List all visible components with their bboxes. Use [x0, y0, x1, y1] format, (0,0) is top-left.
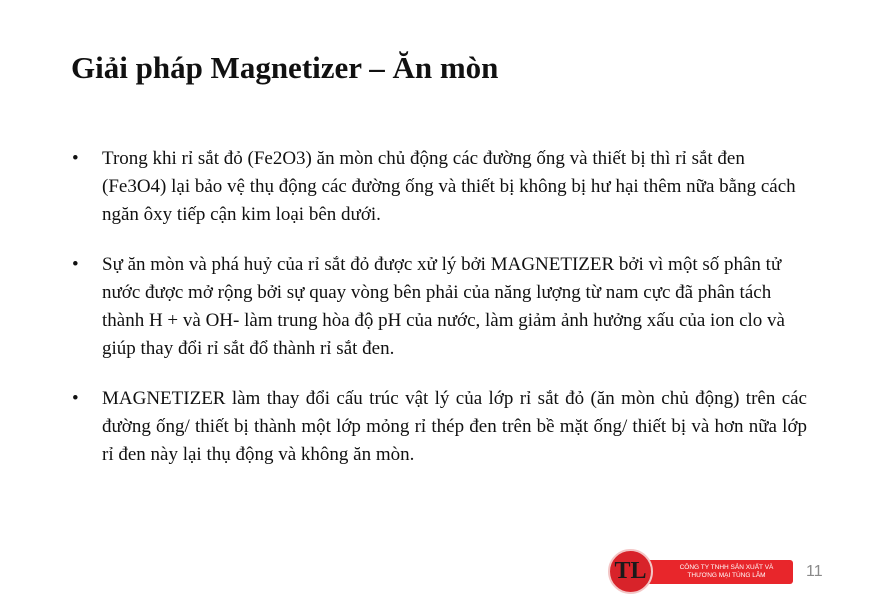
- company-name-line2: THƯƠNG MẠI TÙNG LÂM: [687, 572, 766, 579]
- bullet-text: Sự ăn mòn và phá huỷ của rỉ sắt đỏ được xử lý bởi MAGNETIZER bởi vì một số phân tử nước được mở rộng bởi sự quay vòng bên phải của năng lượng từ nam cực đã phân tách thành H + và OH- làm trung hòa độ pH của nước, làm giảm ảnh hưởng xấu của ion clo và giúp thay đổi rỉ sắt đổ thành rỉ sắt đen.: [102, 254, 785, 359]
- bullet-item: [72, 385, 807, 469]
- logo-monogram: TL: [608, 549, 653, 594]
- company-name-banner: [638, 560, 793, 584]
- bullet-list: [72, 145, 807, 469]
- slide-title: Giải pháp Magnetizer – Ăn mòn: [71, 50, 499, 85]
- bullet-text: Trong khi rỉ sắt đỏ (Fe2O3) ăn mòn chủ động các đường ống và thiết bị thì rỉ sắt đen (Fe3O4) lại bảo vệ thụ động các đường ống và thiết bị không bị hư hại thêm nữa bằng cách ngăn ôxy tiếp cận kim loại bên dưới.: [102, 148, 796, 225]
- page-number: 11: [806, 563, 823, 580]
- bullet-mark: •: [72, 254, 79, 275]
- bullet-item: [72, 251, 807, 363]
- company-name-line1: CÔNG TY TNHH SẢN XUẤT VÀ: [679, 564, 774, 571]
- bullet-text: MAGNETIZER làm thay đổi cấu trúc vật lý của lớp rỉ sắt đỏ (ăn mòn chủ động) trên các đường ống/ thiết bị thành một lớp mỏng rỉ thép đen trên bề mặt ống/ thiết bị và hơn nữa lớp rỉ đen này lại thụ động và không ăn mòn.: [102, 388, 807, 465]
- company-logo: [608, 546, 796, 596]
- bullet-mark: •: [72, 148, 79, 169]
- bullet-item: [72, 145, 807, 229]
- bullet-mark: •: [72, 388, 79, 409]
